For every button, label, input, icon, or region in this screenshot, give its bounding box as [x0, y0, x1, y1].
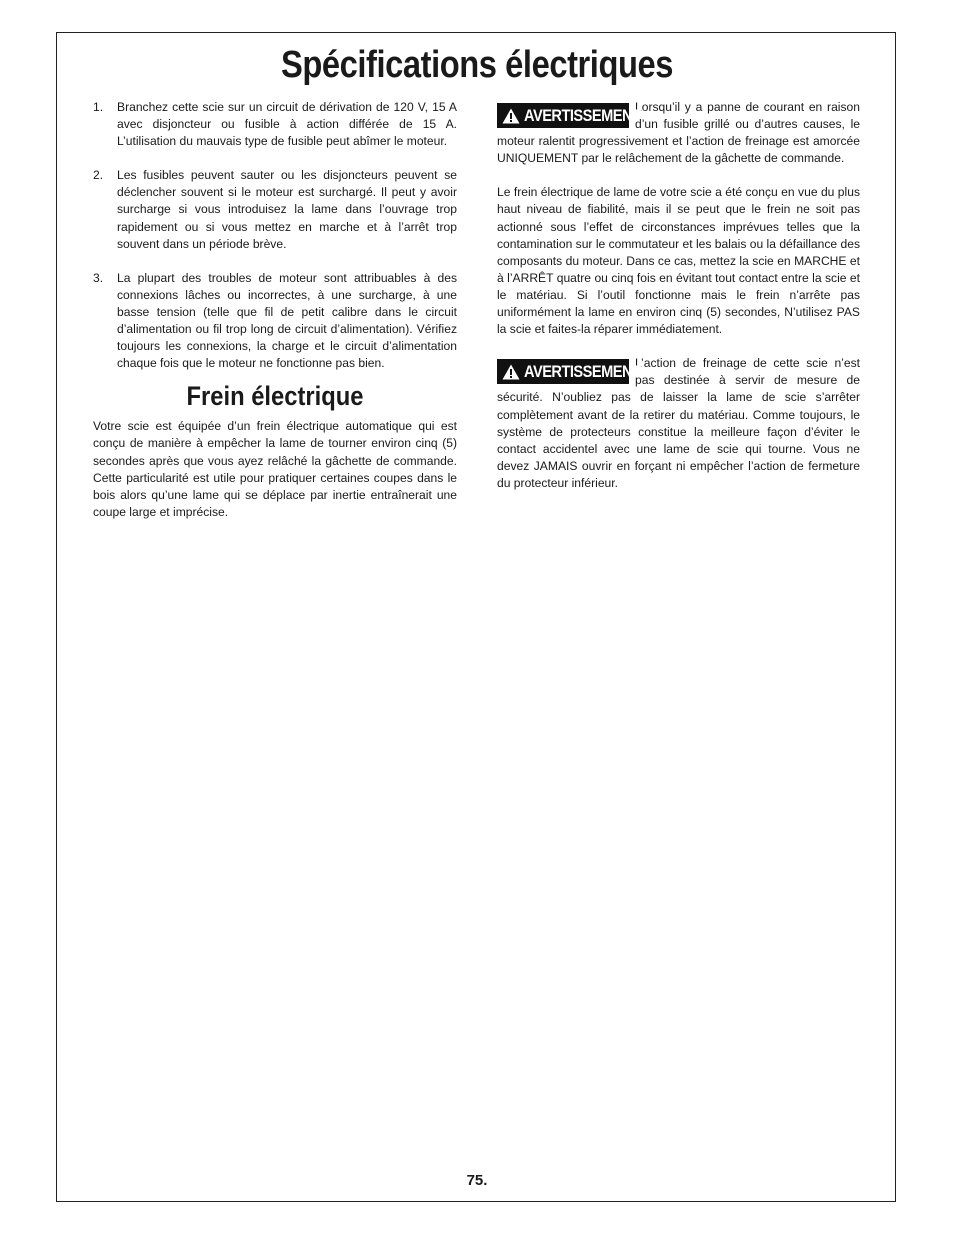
warning-badge-label: AVERTISSEMENT: [524, 362, 641, 382]
numbered-list: [93, 99, 457, 372]
warning-badge-label: AVERTISSEMENT: [524, 105, 641, 125]
list-item-number: 3.: [93, 270, 104, 285]
page-number: 75.: [466, 1172, 488, 1189]
brake-paragraph: Le frein électrique de lame de votre scie a été conçu en vue du plus haut niveau de fiabilité, mais il se peut que le frein ne soit pas actionné sous l’effet de circonstances imprévues telles que la contamination sur le commutateur et les balais ou la défaillance des composants du moteur. Dans ce cas, mettez la scie en MARCHE et à l’ARRÊT quatre ou cinq fois en évitant tout contact entre la scie et le matériau. Si l’outil fonctionne mais le frein n’arrête pas uniformément la lame en environ cinq (5) secondes, N’utilisez PAS la scie et faites-la réparer immédiatement.: [497, 185, 861, 337]
left-column: [93, 99, 457, 521]
warning-badge: [497, 359, 641, 384]
warning-block: [497, 355, 860, 492]
page-title: Spécifications électriques: [280, 44, 674, 86]
section-title: Frein électrique: [186, 381, 364, 412]
warning-text: L’action de freinage de cette scie n’est pas destinée à servir de mesure de sécurité. N’oubliez pas de laisser la lame de scie s’arrêter complètement avant de la retirer du matériau. Comme toujours, le système de protecteurs constitue la meilleure façon d’éviter le contact accidentel avec une lame de scie qui tourne. Vous ne devez JAMAIS ouvrir en forçant ni empêcher l’action de fermeture du protecteur inférieur.: [497, 356, 860, 490]
warning-block: [497, 99, 860, 167]
warning-triangle-icon: [502, 364, 520, 380]
warning-text: Lorsqu’il y a panne de courant en raison d’un fusible grillé ou d’autres causes, le moteur ralentit progressivement et l’action de freinage est amorcée UNIQUEMENT par le relâchement de la gâchette de commande.: [497, 100, 860, 166]
right-column: [497, 99, 860, 509]
list-item-text: Branchez cette scie sur un circuit de dérivation de 120 V, 15 A avec disjoncteur ou fusible à action différée de 15 A. L’utilisation du mauvais type de fusible peut abîmer le moteur.: [117, 100, 457, 149]
list-item: [93, 99, 457, 150]
warning-badge: [497, 103, 641, 128]
list-item-text: La plupart des troubles de moteur sont attribuables à des connexions lâches ou incorrectes, à une surcharge, à une basse tension (telle que fil de petit calibre dans le circuit d’alimentation ou fil trop long de circuit d’alimentation). Vérifiez toujours les connexions, la charge et le circuit d’alimentation chaque fois que le moteur ne fonctionne pas bien.: [117, 270, 457, 371]
list-item-text: Les fusibles peuvent sauter ou les disjoncteurs peuvent se déclencher souvent si le moteur est surchargé. Il peut y avoir surcharge si vous introduisez la lame dans l’ouvrage trop rapidement ou si vous mettez en marche et à l’arrêt trop souvent dans un période brève.: [117, 168, 457, 251]
section-paragraph: Votre scie est équipée d’un frein électrique automatique qui est conçu de manière à empêcher la lame de tourner environ cinq (5) secondes après que vous ayez relâché la gâchette de commande. Cette particularité est utile pour pratiquer certaines coupes dans le bois alors qu’une lame qui se déplace par inertie entraînerait une coupe large et imprécise.: [93, 419, 457, 519]
list-item: [93, 167, 457, 252]
list-item: [93, 270, 457, 373]
warning-triangle-icon: [502, 108, 520, 124]
list-item-number: 1.: [93, 100, 104, 114]
list-item-number: 2.: [93, 168, 104, 183]
